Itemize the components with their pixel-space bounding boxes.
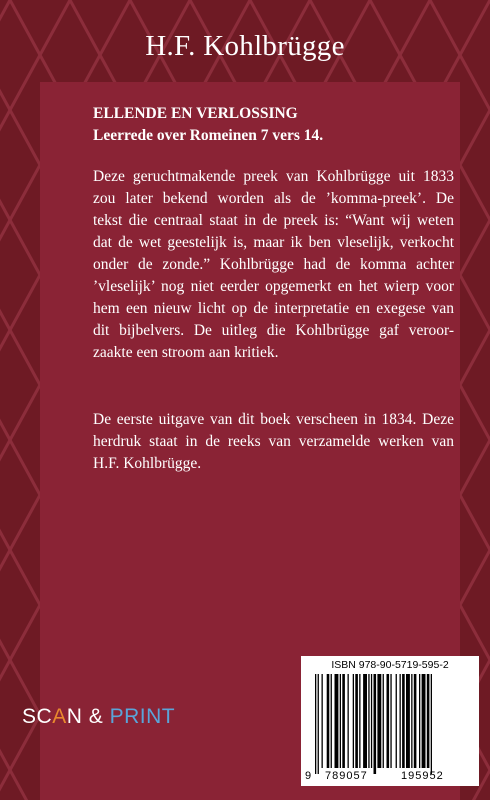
isbn-label: ISBN 978-90-5719-595-2 (331, 659, 449, 671)
text-line: Deze geruchtmakende preek van Kohlbrügge uit 1833 (93, 168, 454, 185)
text-line: herdruk staat in de reeks van verzamelde werken van (93, 433, 454, 450)
text-line: onder de zonde.” Kohlbrügge had de komma achter (93, 256, 454, 273)
barcode-digits-left: 789057 (325, 770, 368, 782)
barcode-digit: 9 (305, 770, 313, 782)
barcode-bars (315, 674, 467, 774)
logo-text: N (66, 705, 83, 728)
description-paragraph (93, 166, 454, 364)
edition-paragraph (93, 409, 454, 475)
text-line: zaakte een stroom aan kritiek. (93, 344, 279, 361)
text-line: ’vleselijk’ nog niet eerder opgemerkt en het wierp voor (93, 278, 454, 295)
subtitle-line: Leerrede over Romeinen 7 vers 14. (93, 127, 324, 144)
text-line: H.F. Kohlbrügge. (93, 455, 202, 472)
text-line: dat de wet geestelijk is, maar ik ben vleselijk, verkocht (93, 234, 454, 251)
title-line: ELLENDE EN VERLOSSING (93, 105, 298, 122)
author-name: H.F. Kohlbrügge (145, 30, 345, 62)
logo-text: PRINT (109, 705, 176, 728)
text-line: dit bijbelvers. De uitleg die Kohlbrügge gaf veroor- (93, 322, 454, 339)
publisher-logo (22, 705, 175, 729)
logo-text: A (52, 705, 67, 728)
isbn-barcode (301, 656, 479, 786)
text-line: hem een nieuw licht op de interpretatie en exegese van (93, 300, 454, 317)
text-line: zou later bekend worden als de ’komma-preek’. De (93, 190, 454, 207)
text-line: tekst die centraal staat in de preek is: “Want wij weten (93, 212, 454, 229)
text-line: De eerste uitgave van dit boek verscheen in 1834. Deze (93, 411, 454, 428)
book-title (93, 103, 453, 147)
barcode-digits-right: 195952 (401, 770, 444, 782)
logo-text: & (82, 705, 110, 728)
logo-text: SC (22, 705, 53, 728)
